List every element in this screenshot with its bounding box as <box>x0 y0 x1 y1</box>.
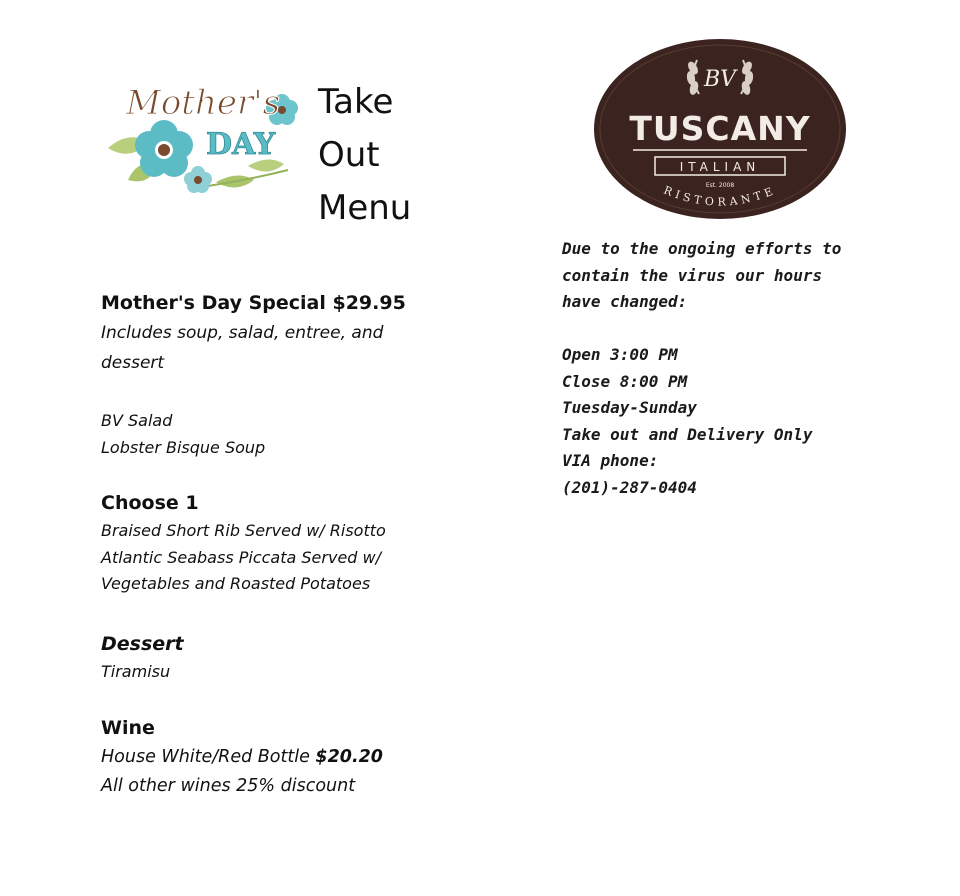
mothers-day-line1: Mother's <box>126 83 281 123</box>
hours-intro-line: Due to the ongoing efforts to <box>562 239 842 258</box>
flower-icon <box>184 166 212 193</box>
title-line: Out <box>318 135 380 175</box>
tuscany-sub: ITALIAN <box>679 160 761 174</box>
wine-other-line: All other wines 25% discount <box>101 776 356 796</box>
tuscany-monogram: BV <box>703 67 737 92</box>
hours-detail-line: Close 8:00 PM <box>562 371 688 391</box>
hours-detail-line: Take out and Delivery Only <box>562 424 813 444</box>
menu-item: Atlantic Seabass Piccata Served w/ <box>101 547 381 567</box>
hours-intro-line: have changed: <box>562 292 688 311</box>
tuscany-ristorante: RISTORANTE <box>661 183 779 209</box>
menu-item: Braised Short Rib Served w/ Risotto <box>101 521 386 540</box>
page-title <box>318 76 411 235</box>
wine-heading: Wine <box>101 717 155 739</box>
title-line: Take <box>318 82 394 122</box>
choose-heading: Choose 1 <box>101 492 199 514</box>
wine-house-label: House White/Red Bottle <box>101 747 316 767</box>
special-heading: Mother's Day Special $29.95 <box>101 292 406 314</box>
dessert-heading: Dessert <box>101 632 184 655</box>
menu-item: BV Salad <box>101 411 173 430</box>
menu-item: Lobster Bisque Soup <box>101 437 266 457</box>
hours-detail-line: Open 3:00 PM <box>562 345 678 364</box>
tuscany-est: Est. 2008 <box>705 182 735 189</box>
hours-notice <box>562 236 922 501</box>
title-line: Menu <box>318 188 412 228</box>
tuscany-logo <box>593 38 847 220</box>
special-description: Includes soup, salad, entree, and <box>101 323 384 343</box>
menu-item: Vegetables and Roasted Potatoes <box>101 574 371 593</box>
mothers-day-logo <box>98 70 308 205</box>
phone-number: (201)-287-0404 <box>562 477 697 497</box>
mothers-day-line2: DAY <box>206 127 276 162</box>
wine-house-price: $20.20 <box>315 747 383 767</box>
hours-intro-line: contain the virus our hours <box>562 265 823 285</box>
hours-detail-line: Tuesday-Sunday <box>562 398 697 417</box>
tuscany-name: TUSCANY <box>629 109 811 148</box>
menu-item: Tiramisu <box>101 661 171 681</box>
special-description: dessert <box>101 353 165 373</box>
menu-column <box>101 288 541 801</box>
wine-house-line <box>101 743 541 772</box>
flower-icon <box>135 120 193 177</box>
hours-detail-line: VIA phone: <box>562 451 659 470</box>
